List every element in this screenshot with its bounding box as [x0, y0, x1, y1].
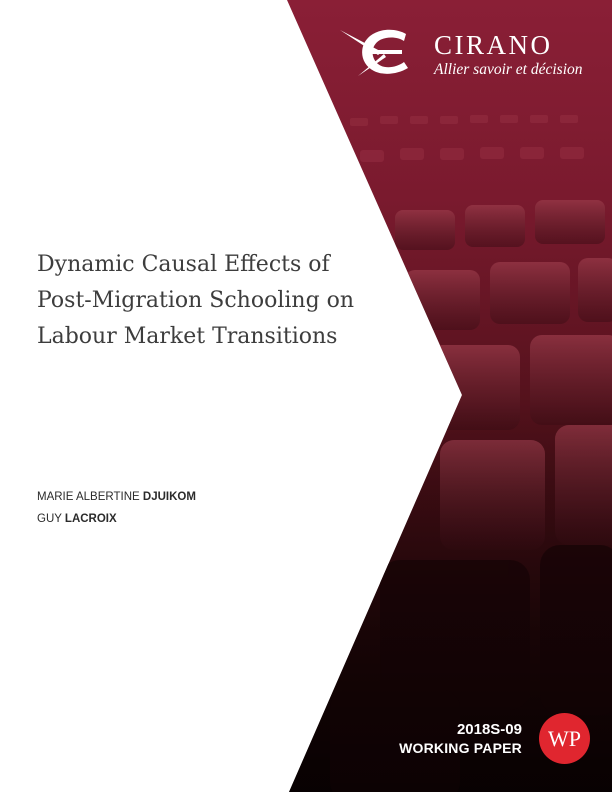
title-line: Dynamic Causal Effects of: [37, 252, 330, 277]
author-last-name: LACROIX: [64, 513, 117, 525]
series-number: 2018S-09: [456, 721, 522, 738]
cirano-c-swoosh-icon: [338, 26, 414, 78]
logo-tagline: Allier savoir et décision: [434, 61, 583, 78]
logo-name: CIRANO: [434, 30, 553, 60]
author-list: [37, 488, 196, 532]
title-line: Post-Migration Schooling on: [37, 288, 355, 313]
series-info: [399, 720, 522, 757]
author-first-name: GUY: [37, 513, 62, 525]
author-first-name: MARIE ALBERTINE: [37, 491, 140, 503]
cirano-logo: [338, 26, 598, 82]
author-last-name: DJUIKOM: [142, 491, 196, 503]
author-name: [37, 488, 196, 510]
wp-badge: WP: [539, 713, 590, 764]
author-name: [37, 510, 196, 532]
paper-title: [37, 247, 397, 355]
title-line: Labour Market Transitions: [37, 324, 338, 349]
series-type: WORKING PAPER: [399, 740, 522, 756]
